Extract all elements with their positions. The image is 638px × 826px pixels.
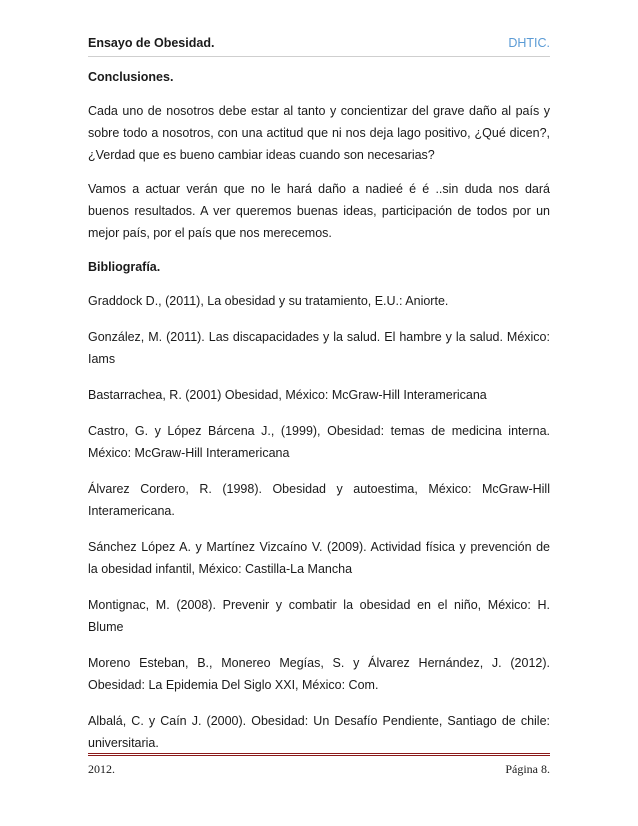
bibliography-reference: Bastarrachea, R. (2001) Obesidad, México: McGraw-Hill Interamericana	[88, 388, 487, 402]
header-org: DHTIC.	[508, 36, 550, 50]
footer-year: 2012.	[88, 762, 115, 776]
document-body	[88, 66, 550, 768]
conclusions-paragraph: Vamos a actuar verán que no le hará daño a nadieé é é ..sin duda nos dará buenos resultados. A ver queremos buenas ideas, participación de todos por un mejor país, por el país que nos merecemos.	[88, 182, 550, 240]
bibliography-reference: Albalá, C. y Caín J. (2000). Obesidad: Un Desafío Pendiente, Santiago de chile: universitaria.	[88, 714, 550, 750]
page-number: Página 8.	[505, 762, 550, 776]
bibliography-reference: Castro, G. y López Bárcena J., (1999), Obesidad: temas de medicina interna. México: McGraw-Hill Interamericana	[88, 424, 550, 460]
page-footer	[88, 762, 550, 780]
bibliography-reference: Moreno Esteban, B., Monereo Megías, S. y Álvarez Hernández, J. (2012). Obesidad: La Epidemia Del Siglo XXI, México: Com.	[88, 656, 550, 692]
bibliography-reference: Sánchez López A. y Martínez Vizcaíno V. (2009). Actividad física y prevención de la obesidad infantil, México: Castilla-La Mancha	[88, 540, 550, 576]
bibliography-heading: Bibliografía.	[88, 260, 161, 274]
conclusions-heading: Conclusiones.	[88, 70, 174, 84]
header-divider	[88, 56, 550, 57]
bibliography-reference: Álvarez Cordero, R. (1998). Obesidad y autoestima, México: McGraw-Hill Interamericana.	[88, 482, 550, 518]
page-header	[88, 36, 550, 56]
bibliography-reference: González, M. (2011). Las discapacidades y la salud. El hambre y la salud. México: Iams	[88, 330, 550, 366]
conclusions-paragraph: Cada uno de nosotros debe estar al tanto y concientizar del grave daño al país y sobre todo a nosotros, con una actitud que ni nos deja lago positivo, ¿Qué dicen?, ¿Verdad que es bueno cambiar ideas cuando son necesarias?	[88, 104, 550, 162]
footer-divider	[88, 753, 550, 756]
document-title: Ensayo de Obesidad.	[88, 36, 215, 50]
bibliography-reference: Montignac, M. (2008). Prevenir y combatir la obesidad en el niño, México: H. Blume	[88, 598, 550, 634]
bibliography-reference: Graddock D., (2011), La obesidad y su tratamiento, E.U.: Aniorte.	[88, 294, 449, 308]
